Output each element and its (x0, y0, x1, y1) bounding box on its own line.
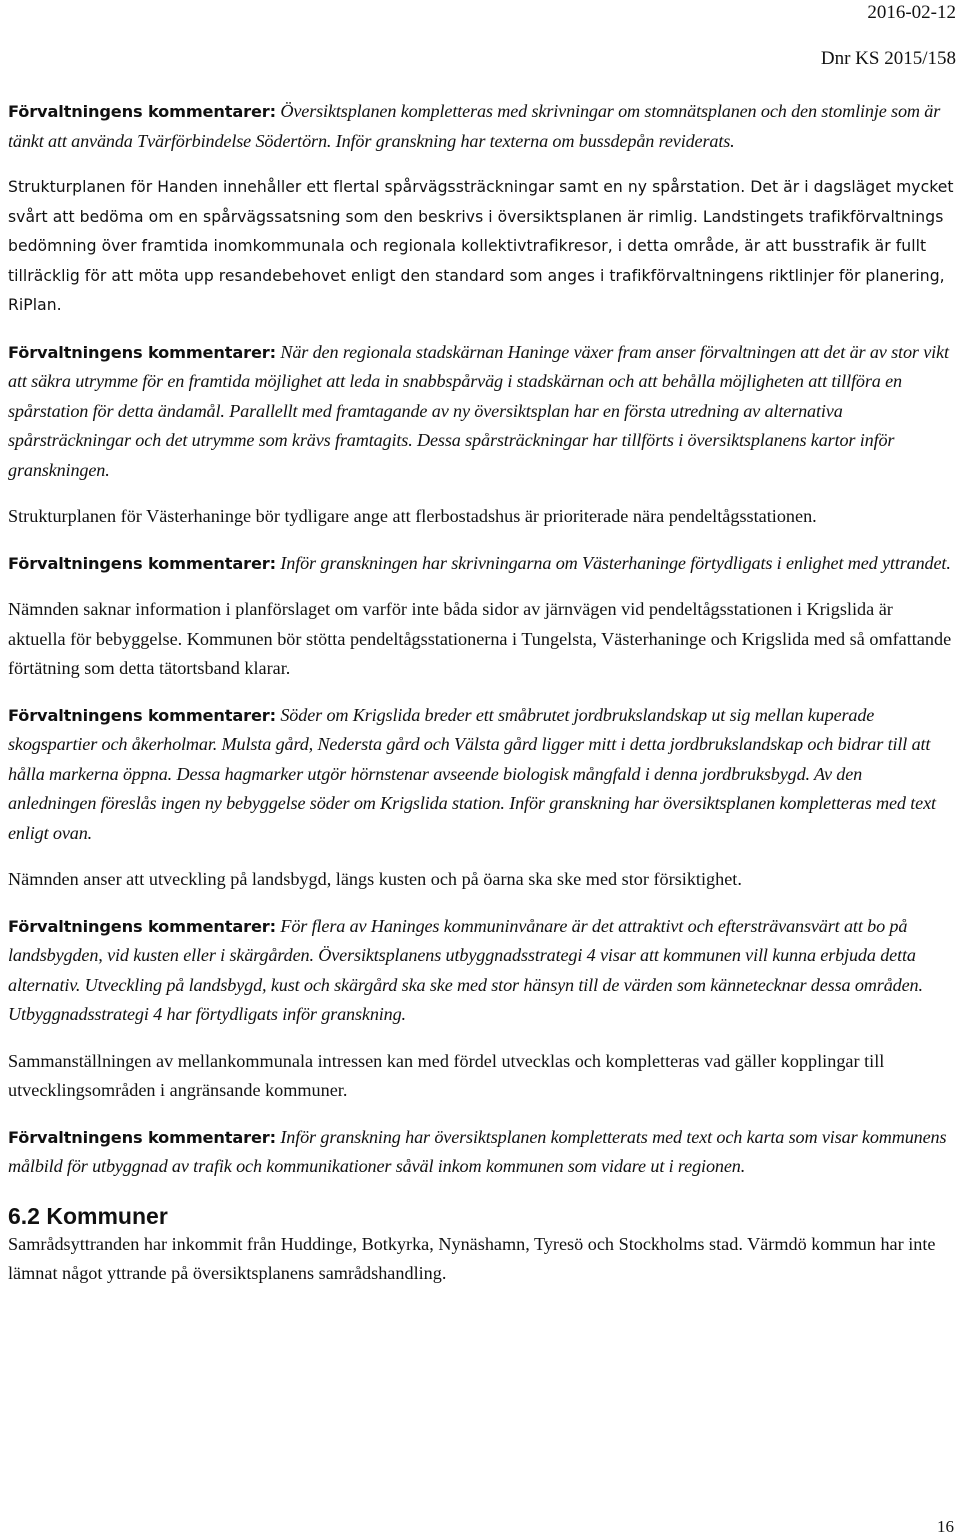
comment-paragraph: Förvaltningens kommentarer: Inför granskning har översiktsplanen kompletterats med text och karta som visar kommunens målbild för utbyggnad av trafik och kommunikationer såväl inkom kommunen som vidare ut i regionen. (8, 1126, 947, 1176)
body-paragraph: Strukturplanen för Västerhaninge bör tydligare ange att flerbostadshus är prioriterade nära pendeltågsstationen. (8, 506, 817, 526)
header-date: 2016-02-12 (867, 2, 956, 23)
page-number: 16 (937, 1517, 954, 1536)
comment-paragraph: Förvaltningens kommentarer: Översiktsplanen kompletteras med skrivningar om stomnätsplanen och den stomlinje som är tänkt att använda Tvärförbindelse Södertörn. Inför granskning har texterna om bussdepån reviderats. (8, 101, 941, 151)
comment-label: Förvaltningens kommentarer: (8, 553, 276, 573)
comment-paragraph: Förvaltningens kommentarer: För flera av Haninges kommuninvånare är det attraktivt och eftersträvansvärt att bo på landsbygden, vid kusten eller i skärgården. Översiktsplanens utbyggnadsstrategi 4 visar att kommunen vill kunna erbjuda detta alternativ. Utveckling på landsbygd, kust och skärgård ska ske med stor hänsyn till de värden som kännetecknar dessa områden. Utbyggnadsstrategi 4 har förtydligats inför granskning. (8, 915, 923, 1024)
comment-paragraph: Förvaltningens kommentarer: Inför granskningen har skrivningarna om Västerhaninge förtydligats i enlighet med yttrandet. (8, 552, 951, 573)
comment-paragraph: Förvaltningens kommentarer: När den regionala stadskärnan Haninge växer fram anser förvaltningen att det är av stor vikt att säkra utrymme för en framtida möjlighet att leda in snabbspårväg i stadskärnan och att behålla möjligheten att tillföra en spårstation för detta ändamål. Parallellt med framtagande av ny översiktsplan har en första utredning av alternativa spårsträckningar och det utrymme som krävs framtagits. Dessa spårsträckningar har tillförts i översiktsplanens kartor inför granskningen. (8, 341, 949, 480)
section-paragraph: Samrådsyttranden har inkommit från Huddinge, Botkyrka, Nynäshamn, Tyresö och Stockholms stad. Värmdö kommun har inte lämnat något yttrande på översiktsplanens samrådshandling. (8, 1233, 936, 1283)
comment-label: Förvaltningens kommentarer: (8, 916, 276, 936)
comment-label: Förvaltningens kommentarer: (8, 1127, 276, 1147)
header-dnr: Dnr KS 2015/158 (820, 48, 956, 69)
body-paragraph: Sammanställningen av mellankommunala intressen kan med fördel utvecklas och kompletteras vad gäller kopplingar till utvecklingsområden i angränsande kommuner. (8, 1050, 885, 1100)
comment-paragraph: Förvaltningens kommentarer: Söder om Krigslida breder ett småbrutet jordbrukslandskap ut sig mellan kuperade skogspartier och åkerholmar. Mulsta gård, Nedersta gård och Välsta gård ligger mitt i detta jordbrukslandskap och bidrar till att hålla markerna öppna. Dessa hagmarker utgör hörnstenar avseende biologisk mångfald i denna jordbruksbygd. Av den anledningen föreslås ingen ny bebyggelse söder om Krigslida station. Inför granskning har översiktsplanen kompletteras med text enligt ovan. (8, 704, 936, 843)
comment-label: Förvaltningens kommentarer: (8, 705, 276, 725)
comment-label: Förvaltningens kommentarer: (8, 342, 276, 362)
comment-label: Förvaltningens kommentarer: (8, 102, 276, 121)
section-heading: 6.2 Kommuner (8, 1202, 168, 1229)
body-paragraph: Nämnden anser att utveckling på landsbygd, längs kusten och på öarna ska ske med stor försiktighet. (8, 869, 742, 889)
document-body (8, 97, 954, 1289)
body-paragraph: Strukturplanen för Handen innehåller ett flertal spårvägssträckningar samt en ny spårstation. Det är i dagsläget mycket svårt att bedöma om en spårvägssatsning som den beskrivs i översiktsplanen är rimlig. Landstingets trafikförvaltnings bedömning över framtida inomkommunala och regionala kollektivtrafikresor, i detta område, är att busstrafik är fullt tillräcklig för att möta upp resandebehovet enligt den standard som anges i trafikförvaltningens riktlinjer för planering, RiPlan. (8, 178, 954, 314)
body-paragraph: Nämnden saknar information i planförslaget om varför inte båda sidor av järnvägen vid pendeltågsstationen i Krigslida är aktuella för bebyggelse. Kommunen bör stötta pendeltågsstationerna i Tungelsta, Västerhaninge och Krigslida med så omfattande förtätning som detta tätortsband klarar. (8, 599, 952, 678)
